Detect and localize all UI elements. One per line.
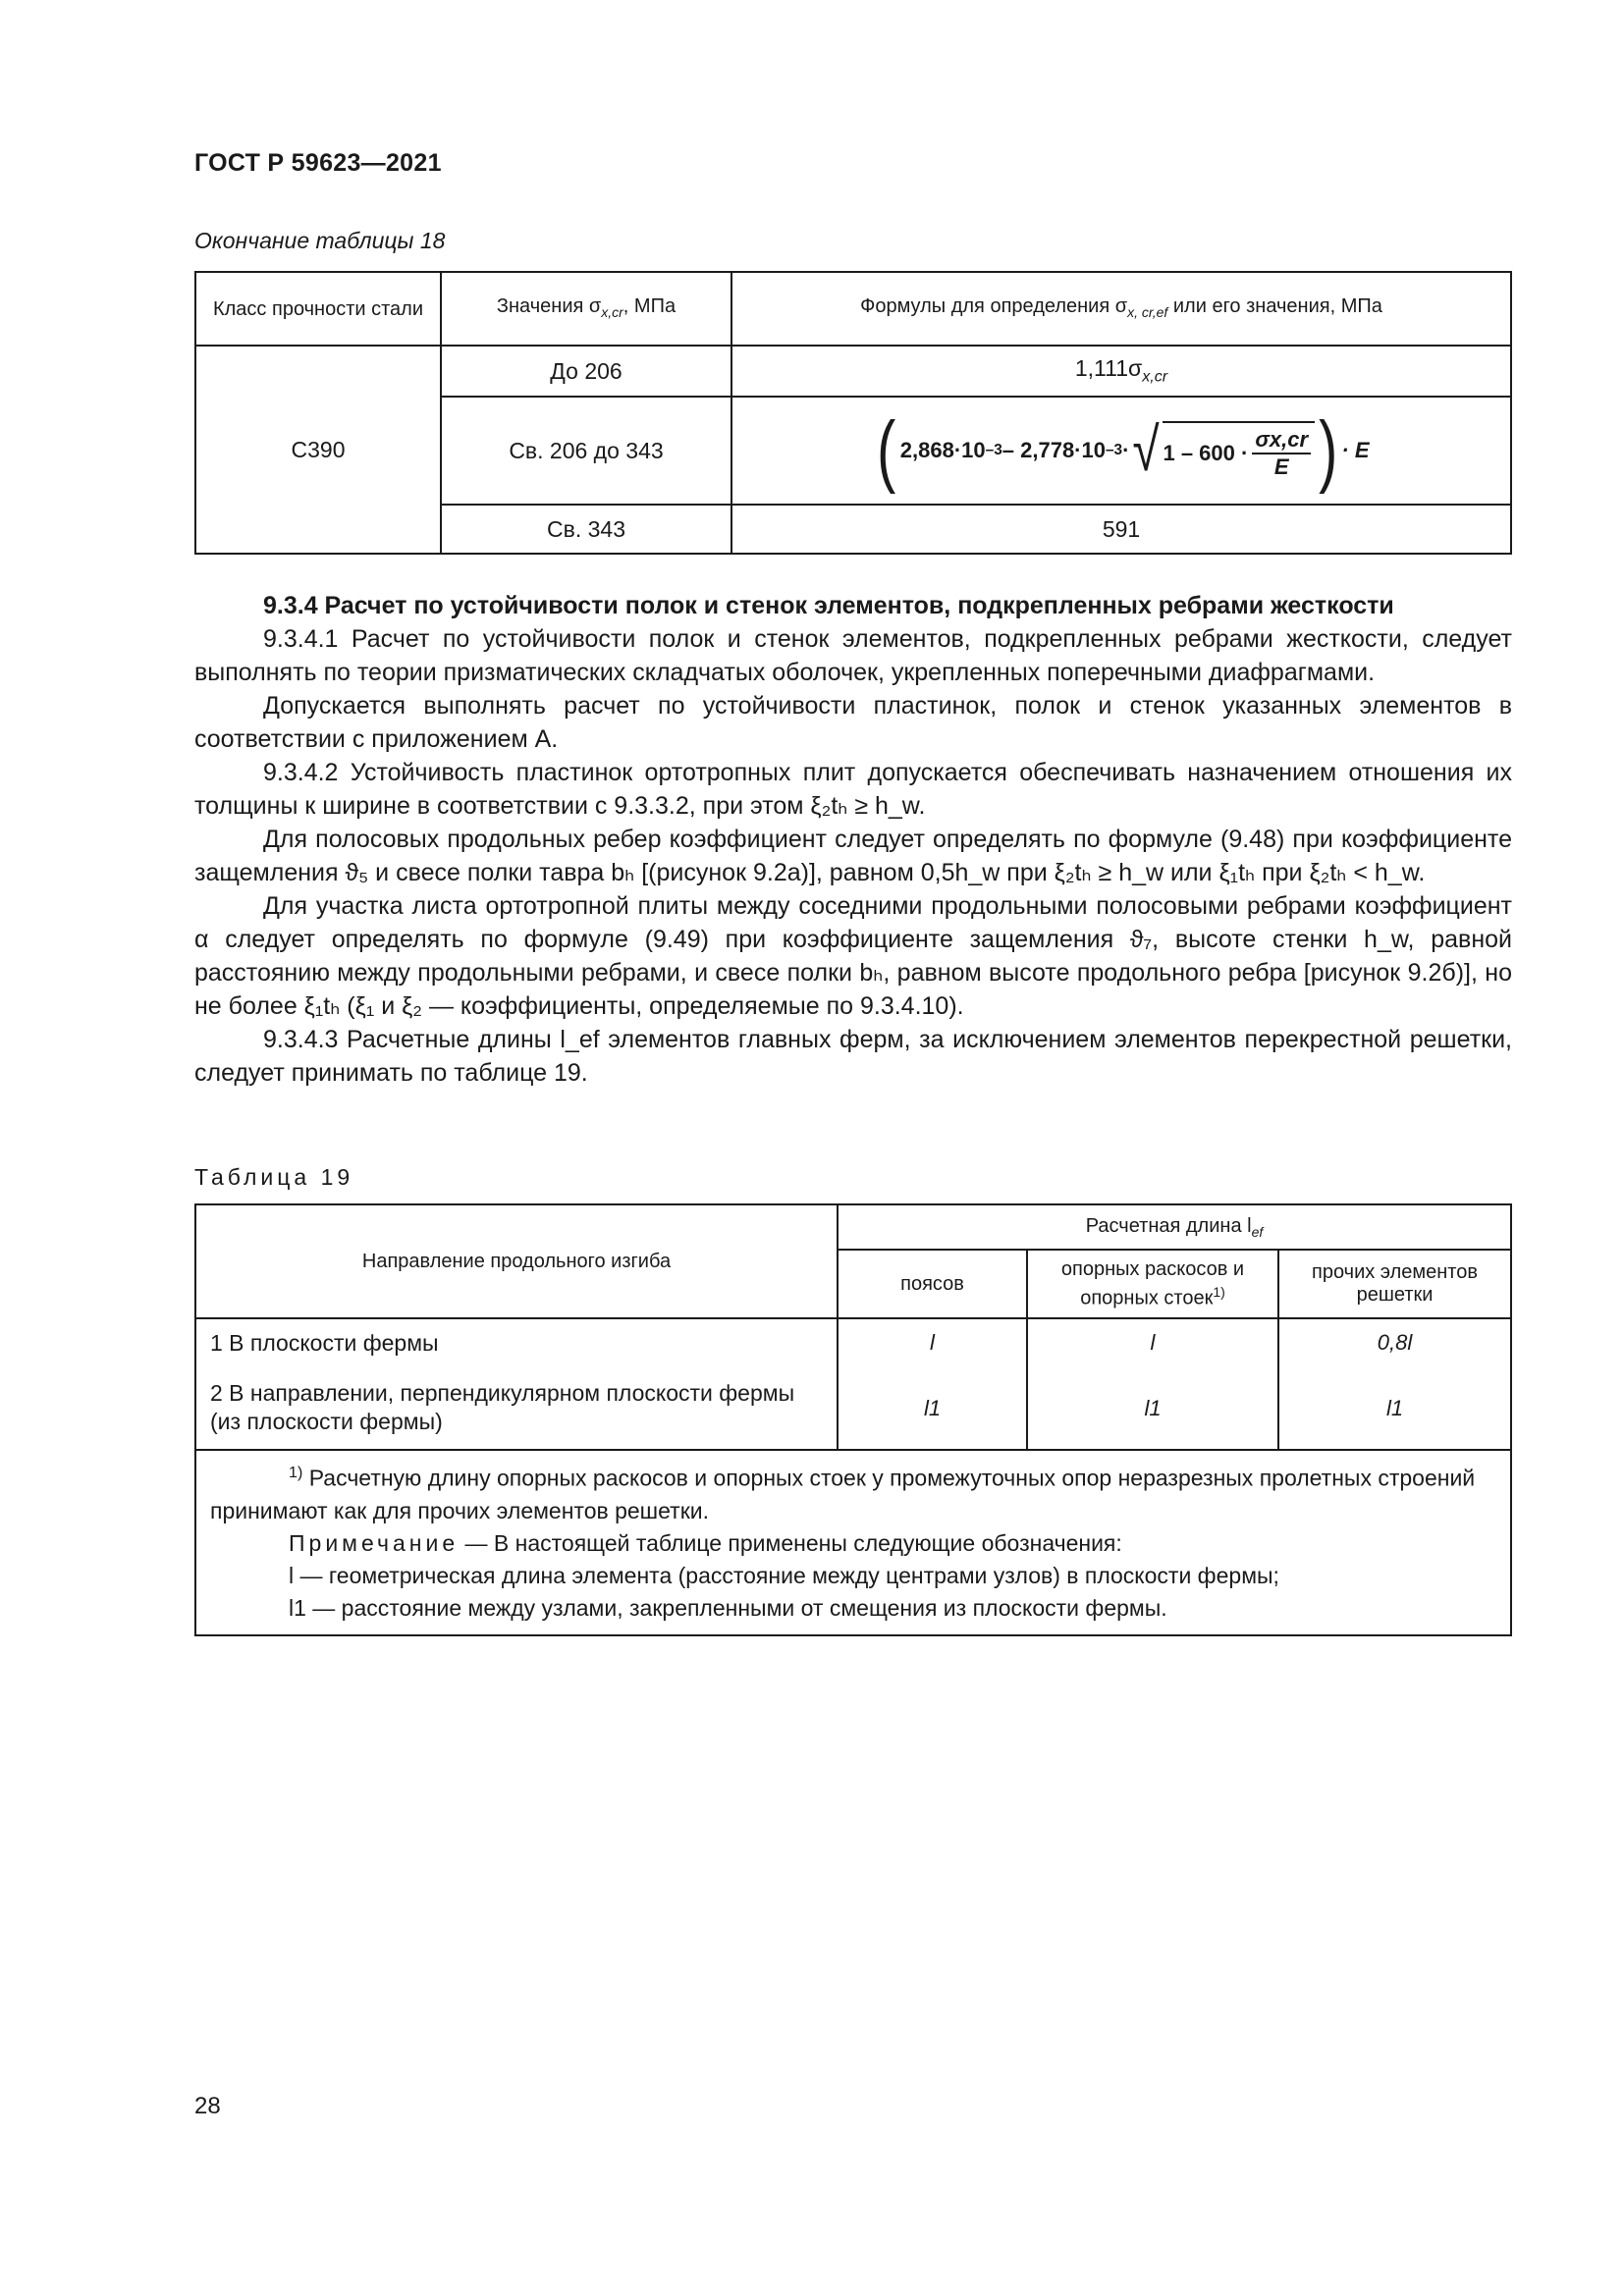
value-cell: l1 xyxy=(838,1366,1027,1450)
value-cell: l xyxy=(1027,1318,1278,1366)
note-l: l — геометрическая длина элемента (расстояние между центрами узлов) в плоскости фермы; xyxy=(289,1562,1279,1588)
row-label: 1 В плоскости фермы xyxy=(195,1318,838,1366)
value-cell: 591 xyxy=(731,505,1511,554)
formula: ( 2,868·10 –3 – 2,778·10 –3 · √ 1 – 600 · $\frac{\sigma x,cr}{E}$ ) · E xyxy=(877,405,1370,495)
note: Примечание — В настоящей таблице применены следующие обозначения: xyxy=(289,1529,1122,1556)
section-9-3-4 xyxy=(194,589,1512,1090)
subheader-support-braces: опорных раскосов и опорных стоек$^{1)}$ xyxy=(1027,1250,1278,1318)
formula-cell xyxy=(731,397,1511,505)
paragraph: Допускается выполнять расчет по устойчивости пластинок, полок и стенок указанных элементов в соответствии с приложением А. xyxy=(194,692,1512,753)
value-cell: l xyxy=(838,1318,1027,1366)
paragraph: 9.3.4.2 Устойчивость пластинок ортотропных плит допускается обеспечивать назначением отношения их толщины к ширине в соответствии с 9.3.3.2, при этом ξ₂tₕ ≥ h_w. xyxy=(194,759,1512,820)
subheader-belts: поясов xyxy=(838,1250,1027,1318)
paragraph: 9.3.4.1 Расчет по устойчивости полок и стенок элементов, подкрепленных ребрами жесткости, следует выполнять по теории призматических складчатых оболочек, укрепленных поперечными диафрагмами. xyxy=(194,625,1512,686)
col-steel-class-header: Класс прочности стали xyxy=(195,272,441,346)
col-formula-header: Формулы для определения $\sigma_{x, cr,ef}$ или его значения, МПа xyxy=(731,272,1511,346)
table-notes xyxy=(195,1450,1511,1635)
range-cell: До 206 xyxy=(441,346,731,397)
direction-header: Направление продольного изгиба xyxy=(195,1204,838,1318)
section-heading: 9.3.4 Расчет по устойчивости полок и стенок элементов, подкрепленных ребрами жесткости xyxy=(263,592,1394,619)
row-label: 2 В направлении, перпендикулярном плоскости фермы (из плоскости фермы) xyxy=(195,1366,838,1450)
paragraph: Для полосовых продольных ребер коэффициент следует определять по формуле (9.48) при коэффициенте защемления ϑ₅ и свесе полки тавра bₕ [(рисунок 9.2а)], равном 0,5h_w при ξ₂tₕ ≥ h_w или ξ₁tₕ при ξ₂tₕ < h_w. xyxy=(194,826,1512,886)
subheader-other-elements: прочих элементов решетки xyxy=(1278,1250,1511,1318)
range-cell: Св. 343 xyxy=(441,505,731,554)
page-number: 28 xyxy=(194,2093,221,2119)
table-19 xyxy=(194,1203,1512,1636)
note-l1: l1 — расстояние между узлами, закрепленными от смещения из плоскости фермы. xyxy=(289,1594,1167,1621)
value-cell: l1 xyxy=(1027,1366,1278,1450)
length-header: Расчетная длина $l_{ef}$ xyxy=(838,1204,1511,1250)
range-cell: Св. 206 до 343 xyxy=(441,397,731,505)
continuation-caption: Окончание таблицы 18 xyxy=(194,228,446,253)
value-cell: l1 xyxy=(1278,1366,1511,1450)
table-19-caption: Таблица 19 xyxy=(194,1164,354,1190)
footnote: $^{1)}$ Расчетную длину опорных раскосов и опорных стоек у промежуточных опор неразрезных пролетных строений принимают как для прочих элементов решетки. xyxy=(210,1464,1476,1523)
document-header: ГОСТ Р 59623—2021 xyxy=(194,149,442,177)
steel-class-cell: С390 xyxy=(195,346,441,554)
table-18 xyxy=(194,271,1512,555)
square-root: √ 1 – 600 · $\frac{\sigma x,cr}{E}$ xyxy=(1129,420,1315,481)
paragraph: 9.3.4.3 Расчетные длины l_ef элементов главных ферм, за исключением элементов перекрестной решетки, следует принимать по таблице 19. xyxy=(194,1026,1512,1087)
value-cell: $1,111\sigma_{x,cr}$ xyxy=(731,346,1511,397)
col-sigma-header: Значения $\sigma_{x,cr}$, МПа xyxy=(441,272,731,346)
paragraph: Для участка листа ортотропной плиты между соседними продольными полосовыми ребрами коэффициент α следует определять по формуле (9.49) при коэффициенте защемления ϑ₇, высоте стенки h_w, равной расстоянию между продольными ребрами, и свесе полки bₕ, равном высоте продольного ребра [рисунок 9.2б)], но не более ξ₁tₕ (ξ₁ и ξ₂ — коэффициенты, определяемые по 9.3.4.10). xyxy=(194,892,1512,1020)
value-cell: 0,8l xyxy=(1278,1318,1511,1366)
